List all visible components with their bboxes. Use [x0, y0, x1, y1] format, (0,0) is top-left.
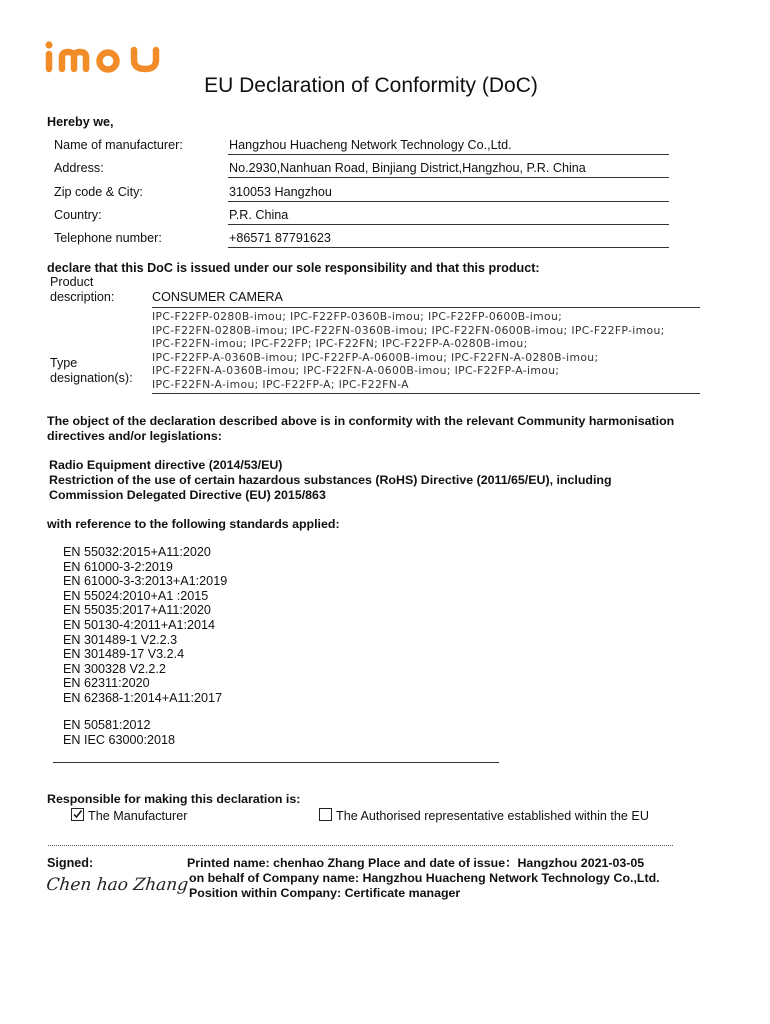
- standard-item: EN 61000-3-2:2019: [63, 559, 173, 574]
- type-designation-line: IPC-F22FN-0280B-imou; IPC-F22FN-0360B-imou; IPC-F22FN-0600B-imou; IPC-F22FP-imou;: [152, 323, 665, 337]
- address-value: No.2930,Nanhuan Road, Binjiang District,Hangzhou, P.R. China: [228, 161, 669, 178]
- directive-delegated: Commission Delegated Directive (EU) 2015/863: [49, 488, 326, 502]
- type-designation-line: IPC-F22FP-A-0360B-imou; IPC-F22FP-A-0600B-imou; IPC-F22FN-A-0280B-imou;: [152, 350, 599, 364]
- conformity-line1: The object of the declaration described above is in conformity with the relevant Community harmonisation: [47, 414, 675, 428]
- option-manufacturer-label: The Manufacturer: [88, 809, 188, 823]
- standard-item: EN 61000-3-3:2013+A1:2019: [63, 574, 228, 589]
- country-value: P.R. China: [228, 208, 669, 225]
- standard-item: EN 55035:2017+A11:2020: [63, 603, 211, 618]
- conformity-line2: directives and/or legislations:: [47, 429, 222, 443]
- standard-item: EN 62368-1:2014+A11:2017: [63, 690, 223, 705]
- standard-item: EN 301489-17 V3.2.4: [63, 647, 185, 662]
- address-label: Address:: [54, 161, 104, 175]
- page-title: EU Declaration of Conformity (DoC): [204, 74, 538, 97]
- position-line: Position within Company: Certificate manager: [189, 886, 461, 900]
- signature-divider: [48, 845, 673, 846]
- responsible-heading: Responsible for making this declaration is:: [47, 792, 301, 806]
- standard-item: EN 300328 V2.2.2: [63, 661, 166, 676]
- telephone-label: Telephone number:: [54, 231, 162, 245]
- manufacturer-name-value: Hangzhou Huacheng Network Technology Co.,Ltd.: [228, 138, 669, 155]
- imou-logo: [44, 40, 172, 74]
- zip-city-label: Zip code & City:: [54, 185, 143, 199]
- standards-divider: [53, 762, 499, 763]
- zip-city-value: 310053 Hangzhou: [228, 185, 669, 202]
- standard-item: EN 50130-4:2011+A1:2014: [63, 617, 216, 632]
- signature-text: Chen hao Zhang: [45, 875, 190, 895]
- handwritten-signature: [45, 870, 190, 900]
- type-designation-line: IPC-F22FN-imou; IPC-F22FP; IPC-F22FN; IPC-F22FP-A-0280B-imou;: [152, 337, 528, 351]
- type-label-line2: designation(s):: [50, 371, 133, 385]
- option-authorised-representative: [319, 808, 649, 823]
- type-label-line1: Type: [50, 356, 78, 370]
- directive-red: Radio Equipment directive (2014/53/EU): [49, 458, 283, 472]
- declare-statement: declare that this DoC is issued under our sole responsibility and that this product:: [47, 261, 540, 275]
- type-designation-list: [152, 307, 700, 394]
- option-representative-label: The Authorised representative established within the EU: [336, 809, 649, 823]
- intro-text: Hereby we,: [47, 115, 114, 129]
- standard-item: EN 55024:2010+A1 :2015: [63, 588, 209, 603]
- printed-name-line: Printed name: chenhao Zhang Place and date of issue：Hangzhou 2021-03-05: [187, 856, 645, 870]
- product-label-line2: description:: [50, 290, 115, 304]
- checkbox-unchecked-icon: [319, 808, 332, 821]
- manufacturer-name-label: Name of manufacturer:: [54, 138, 183, 152]
- standards-list-secondary: [63, 718, 175, 747]
- standards-heading: with reference to the following standards applied:: [47, 517, 340, 531]
- company-name-line: on behalf of Company name: Hangzhou Huacheng Network Technology Co.,Ltd.: [189, 871, 660, 885]
- type-designation-line: IPC-F22FP-0280B-imou; IPC-F22FP-0360B-imou; IPC-F22FP-0600B-imou;: [152, 310, 563, 323]
- standard-item: EN IEC 63000:2018: [63, 732, 176, 747]
- type-designation-line: IPC-F22FN-A-imou; IPC-F22FP-A; IPC-F22FN-A: [152, 377, 409, 391]
- country-label: Country:: [54, 208, 102, 222]
- signed-label: Signed:: [47, 856, 94, 870]
- product-description-value: CONSUMER CAMERA: [152, 290, 283, 304]
- standards-list-primary: [63, 545, 227, 706]
- standard-item: EN 62311:2020: [63, 676, 150, 691]
- type-designation-line: IPC-F22FN-A-0360B-imou; IPC-F22FN-A-0600B-imou; IPC-F22FP-A-imou;: [152, 364, 560, 378]
- directive-rohs: Restriction of the use of certain hazardous substances (RoHS) Directive (2011/65/EU), including: [49, 473, 612, 487]
- standard-item: EN 301489-1 V2.2.3: [63, 632, 178, 647]
- standard-item: EN 50581:2012: [63, 718, 151, 732]
- standard-item: EN 55032:2015+A11:2020: [63, 545, 211, 559]
- product-label-line1: Product: [50, 275, 94, 289]
- option-manufacturer: [71, 808, 187, 823]
- checkbox-checked-icon: [71, 808, 84, 821]
- telephone-value: +86571 87791623: [228, 231, 669, 248]
